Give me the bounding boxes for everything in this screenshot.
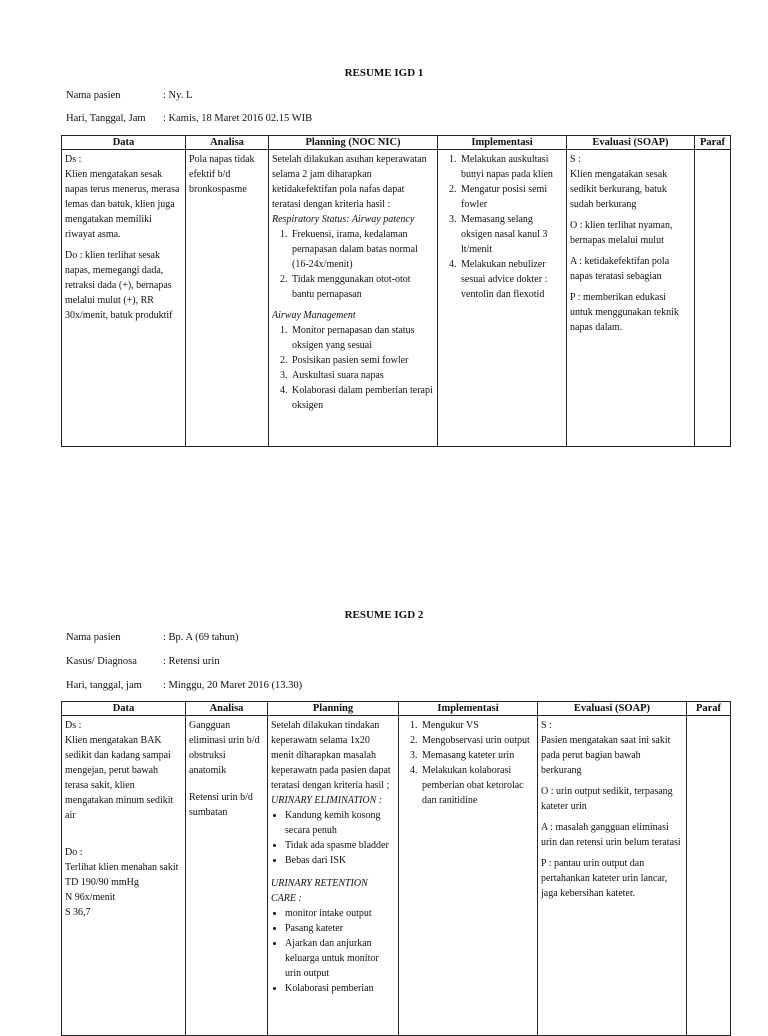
data-objective: Do : klien terlihat sesak napas, memegangi dada, retraksi dada (+), bernapas melalui mulut (+), RR 30x/menit, batuk produktif [65,250,175,321]
cell-planning [268,716,399,1036]
info-value: : Kamis, 18 Maret 2016 02.15 WIB [163,113,313,124]
list-item: • Kolaborasi pemberian [285,981,395,996]
cell-paraf [687,716,731,1036]
analisa-text-2: Retensi urin b/d sumbatan [189,792,256,818]
soap-p: P : pantau urin output dan pertahankan kateter urin lancar, jaga kebersihan kateter. [541,858,670,899]
cell-implementasi [438,150,567,447]
header-paraf: Paraf [687,702,731,716]
igd2-info-diagnosis [66,656,220,667]
igd2-info-datetime [66,680,302,691]
info-label: Hari, Tanggal, Jam [66,113,146,124]
noc-title: Respiratory Status: Airway patency [272,214,415,225]
data-subjective: Ds : Klien mengatakan BAK sedikit dan kadang sampai mengejan, perut bawah terasa sakit, klien mengatakan minum sedikit air [65,720,174,821]
list-item: 4. Kolaborasi dalam pemberian terapi oksigen [290,383,434,413]
list-item: • Bebas dari ISK [285,853,395,868]
analisa-text-1: Gangguan eliminasi urin b/d obstruksi anatomik [189,720,263,776]
table-header-row [62,136,731,150]
header-data: Data [62,136,186,150]
analisa-text: Pola napas tidak efektif b/d bronkospasme [189,154,258,195]
cell-implementasi [399,716,538,1036]
list-item: 2. Posisikan pasien semi fowler [290,353,434,368]
noc-list [272,227,434,302]
planning-intro: Setelah dilakukan asuhan keperawatan selama 2 jam diharapkan ketidakefektifan pola nafas dapat teratasi dengan kriteria hasil : [272,154,427,210]
soap-p: P : memberikan edukasi untuk menggunakan teknik napas dalam. [570,292,682,333]
cell-evaluasi [538,716,687,1036]
list-item: • monitor intake output [285,906,395,921]
resume-igd2-title: RESUME IGD 2 [344,609,424,621]
cell-data [62,150,186,447]
list-item: 2. Tidak menggunakan otot-otot bantu pernapasan [290,272,434,302]
soap-o: O : klien terlihat nyaman, bernapas melalui mulut [570,220,675,246]
list-item: 3. Memasang selang oksigen nasal kanul 3 lt/menit [459,212,563,257]
header-analisa: Analisa [186,136,269,150]
igd1-info-patient-name [66,90,192,101]
cell-evaluasi [567,150,695,447]
list-item: 4. Melakukan nebulizer sesuai advice dokter : ventolin dan flexotid [459,257,563,302]
list-item: 2. Mengatur posisi semi fowler [459,182,563,212]
header-evaluasi: Evaluasi (SOAP) [567,136,695,150]
cell-planning [269,150,438,447]
header-analisa: Analisa [186,702,268,716]
table-row [62,150,731,447]
cell-analisa [186,150,269,447]
list-item: • Kandung kemih kosong secara penuh [285,808,395,838]
resume-igd1-title: RESUME IGD 1 [344,67,424,79]
header-data: Data [62,702,186,716]
noc-title: URINARY ELIMINATION : [271,795,383,806]
nic-list [272,323,434,413]
info-value: : Minggu, 20 Maret 2016 (13.30) [163,680,303,691]
header-planning: Planning (NOC NIC) [269,136,438,150]
soap-s: S : Klien mengatakan sesak sedikit berkurang, batuk sudah berkurang [570,154,668,210]
list-item: 2. Mengobservasi urin output [420,733,534,748]
nic-title: Airway Management [272,310,356,321]
list-item: 1. Monitor pernapasan dan status oksigen yang sesuai [290,323,434,353]
data-objective: Do : Terlihat klien menahan sakit TD 190/90 mmHg N 96x/menit S 36,7 [65,847,179,918]
data-subjective: Ds : Klien mengatakan sesak napas terus menerus, merasa lemas dan batuk, klien juga mengatakan memiliki riwayat asma. [65,154,180,240]
nic-title: URINARY RETENTION CARE : [271,878,368,904]
info-label: Nama pasien [66,632,121,643]
cell-analisa [186,716,268,1036]
soap-o: O : urin output sedikit, terpasang kateter urin [541,786,676,812]
info-label: Hari, tanggal, jam [66,680,142,691]
info-value: : Retensi urin [163,656,220,667]
implementasi-list [441,152,563,302]
info-value: : Ny. L [163,90,193,101]
list-item: 1. Frekuensi, irama, kedalaman pernapasan dalam batas normal (16-24x/menit) [290,227,434,272]
noc-list [271,808,395,868]
info-label: Nama pasien [66,90,121,101]
info-value: : Bp. A (69 tahun) [163,632,239,643]
cell-paraf [695,150,731,447]
list-item: 3. Auskultasi suara napas [290,368,434,383]
table-row [62,716,731,1036]
soap-a: A : masalah gangguan eliminasi urin dan retensi urin belum teratasi [541,822,681,848]
igd2-table [61,701,731,1036]
soap-a: A : ketidakefektifan pola napas teratasi sebagian [570,256,672,282]
list-item: 1. Melakukan auskultasi bunyi napas pada klien [459,152,563,182]
list-item: • Tidak ada spasme bladder [285,838,395,853]
igd1-info-datetime [66,113,312,124]
igd2-info-patient-name [66,632,239,643]
planning-intro: Setelah dilakukan tindakan keperawatn selama 1x20 menit diharapkan masalah keperawatn pada pasien dapat teratasi dengan kriteria hasil ; [271,720,391,791]
list-item: 1. Mengukur VS [420,718,534,733]
header-evaluasi: Evaluasi (SOAP) [538,702,687,716]
header-implementasi: Implementasi [399,702,538,716]
info-label: Kasus/ Diagnosa [66,656,137,667]
list-item: • Ajarkan dan anjurkan keluarga untuk monitor urin output [285,936,395,981]
table-header-row [62,702,731,716]
soap-s: S : Pasien mengatakan saat ini sakit pada perut bagian bawah berkurang [541,720,671,776]
cell-data [62,716,186,1036]
nic-list [271,906,395,996]
header-planning: Planning [268,702,399,716]
igd1-table [61,135,731,447]
list-item: 4. Melakukan kolaborasi pemberian obat ketorolac dan ranitidine [420,763,534,808]
list-item: • Pasang kateter [285,921,395,936]
implementasi-list [402,718,534,808]
header-paraf: Paraf [695,136,731,150]
header-implementasi: Implementasi [438,136,567,150]
list-item: 3. Memasang kateter urin [420,748,534,763]
